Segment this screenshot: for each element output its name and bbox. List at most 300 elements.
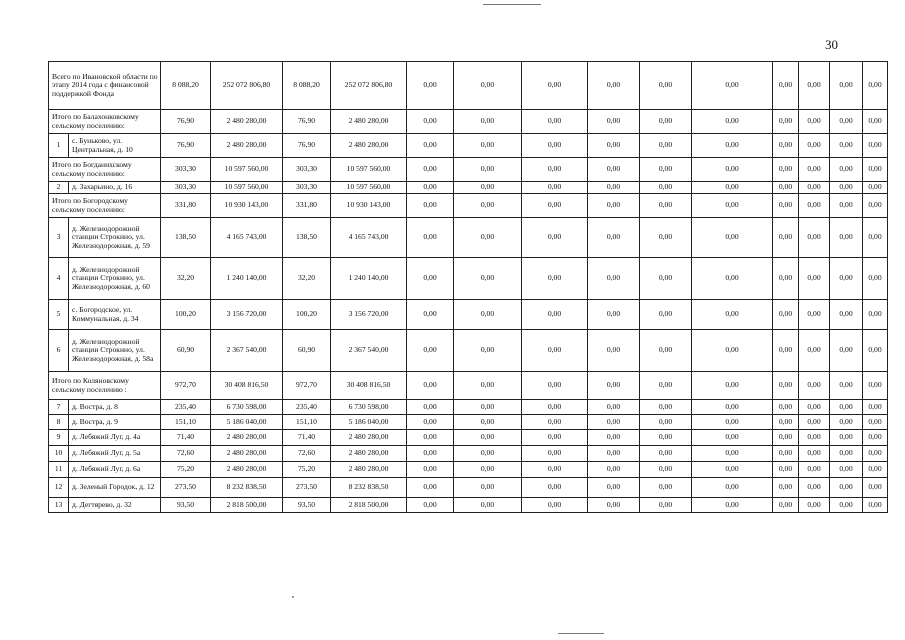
value-cell: 0,00 xyxy=(692,372,773,400)
value-cell: 0,00 xyxy=(830,372,863,400)
value-cell: 0,00 xyxy=(773,400,799,415)
value-cell: 100,20 xyxy=(161,300,211,330)
value-cell: 0,00 xyxy=(799,194,830,218)
value-cell: 0,00 xyxy=(588,158,640,182)
value-cell: 0,00 xyxy=(454,372,522,400)
value-cell: 0,00 xyxy=(588,330,640,372)
value-cell: 0,00 xyxy=(588,194,640,218)
table-row xyxy=(49,182,888,194)
value-cell: 0,00 xyxy=(522,62,588,110)
table-row xyxy=(49,330,888,372)
row-address: д. Железнодорожной станции Строкино, ул. Железнодорожная, д. 58а xyxy=(69,330,161,372)
value-cell: 252 072 806,80 xyxy=(211,62,283,110)
table-row xyxy=(49,498,888,513)
value-cell: 0,00 xyxy=(522,158,588,182)
value-cell: 100,20 xyxy=(283,300,331,330)
value-cell: 252 072 806,80 xyxy=(331,62,407,110)
value-cell: 30 408 816,50 xyxy=(331,372,407,400)
value-cell: 0,00 xyxy=(588,134,640,158)
value-cell: 273,50 xyxy=(283,478,331,498)
value-cell: 0,00 xyxy=(692,462,773,478)
value-cell: 2 480 280,00 xyxy=(331,134,407,158)
subtotal-row xyxy=(49,194,888,218)
value-cell: 6 730 598,00 xyxy=(211,400,283,415)
value-cell: 0,00 xyxy=(640,134,692,158)
row-index: 4 xyxy=(49,258,69,300)
value-cell: 2 480 280,00 xyxy=(331,430,407,446)
value-cell: 0,00 xyxy=(692,218,773,258)
value-cell: 0,00 xyxy=(454,430,522,446)
value-cell: 2 818 500,00 xyxy=(331,498,407,513)
value-cell: 0,00 xyxy=(454,218,522,258)
value-cell: 273,50 xyxy=(161,478,211,498)
value-cell: 0,00 xyxy=(588,110,640,134)
row-address: д. Лебяжий Луг, д. 5а xyxy=(69,446,161,462)
value-cell: 60,90 xyxy=(161,330,211,372)
row-index: 2 xyxy=(49,182,69,194)
value-cell: 76,90 xyxy=(283,110,331,134)
value-cell: 0,00 xyxy=(863,462,888,478)
value-cell: 0,00 xyxy=(522,498,588,513)
value-cell: 138,50 xyxy=(283,218,331,258)
value-cell: 75,20 xyxy=(161,462,211,478)
value-cell: 0,00 xyxy=(773,300,799,330)
value-cell: 71,40 xyxy=(161,430,211,446)
value-cell: 0,00 xyxy=(799,400,830,415)
value-cell: 72,60 xyxy=(283,446,331,462)
value-cell: 10 597 560,00 xyxy=(331,158,407,182)
value-cell: 0,00 xyxy=(522,300,588,330)
value-cell: 0,00 xyxy=(640,158,692,182)
value-cell: 0,00 xyxy=(692,498,773,513)
value-cell: 0,00 xyxy=(863,498,888,513)
value-cell: 5 186 040,00 xyxy=(331,415,407,430)
table-row xyxy=(49,258,888,300)
value-cell: 0,00 xyxy=(640,194,692,218)
value-cell: 0,00 xyxy=(773,158,799,182)
value-cell: 0,00 xyxy=(588,300,640,330)
value-cell: 0,00 xyxy=(773,182,799,194)
value-cell: 331,80 xyxy=(283,194,331,218)
value-cell: 2 480 280,00 xyxy=(211,430,283,446)
value-cell: 0,00 xyxy=(692,62,773,110)
subtotal-row xyxy=(49,62,888,110)
value-cell: 0,00 xyxy=(773,110,799,134)
value-cell: 2 480 280,00 xyxy=(331,462,407,478)
value-cell: 0,00 xyxy=(830,498,863,513)
value-cell: 0,00 xyxy=(799,446,830,462)
row-address: д. Востра, д. 8 xyxy=(69,400,161,415)
value-cell: 2 480 280,00 xyxy=(211,134,283,158)
value-cell: 235,40 xyxy=(283,400,331,415)
row-name: Итого по Богданихскому сельскому поселению: xyxy=(49,158,161,182)
value-cell: 0,00 xyxy=(640,110,692,134)
value-cell: 0,00 xyxy=(863,400,888,415)
value-cell: 76,90 xyxy=(283,134,331,158)
value-cell: 0,00 xyxy=(692,194,773,218)
table-row xyxy=(49,415,888,430)
value-cell: 93,50 xyxy=(283,498,331,513)
row-address: д. Железнодорожной станции Строкино, ул. Железнодорожная, д. 60 xyxy=(69,258,161,300)
scan-mark-bottom xyxy=(558,633,604,634)
value-cell: 4 165 743,00 xyxy=(331,218,407,258)
value-cell: 0,00 xyxy=(799,372,830,400)
value-cell: 0,00 xyxy=(588,498,640,513)
value-cell: 2 480 280,00 xyxy=(211,110,283,134)
value-cell: 0,00 xyxy=(407,430,454,446)
subtotal-row xyxy=(49,158,888,182)
value-cell: 0,00 xyxy=(830,478,863,498)
row-name: Всего по Ивановской области по этапу 2014 года с финансовой поддержкой Фонда xyxy=(49,62,161,110)
value-cell: 303,30 xyxy=(161,182,211,194)
value-cell: 0,00 xyxy=(830,158,863,182)
value-cell: 30 408 816,50 xyxy=(211,372,283,400)
value-cell: 0,00 xyxy=(830,430,863,446)
value-cell: 0,00 xyxy=(522,258,588,300)
row-name: Итого по Богородскому сельскому поселению: xyxy=(49,194,161,218)
value-cell: 0,00 xyxy=(522,134,588,158)
value-cell: 0,00 xyxy=(407,300,454,330)
value-cell: 303,30 xyxy=(283,158,331,182)
value-cell: 2 818 500,00 xyxy=(211,498,283,513)
value-cell: 0,00 xyxy=(863,182,888,194)
value-cell: 0,00 xyxy=(773,478,799,498)
row-index: 3 xyxy=(49,218,69,258)
value-cell: 76,90 xyxy=(161,134,211,158)
value-cell: 0,00 xyxy=(640,182,692,194)
row-address: д. Востра, д. 9 xyxy=(69,415,161,430)
row-index: 11 xyxy=(49,462,69,478)
value-cell: 0,00 xyxy=(773,218,799,258)
value-cell: 0,00 xyxy=(454,258,522,300)
value-cell: 0,00 xyxy=(773,430,799,446)
value-cell: 2 480 280,00 xyxy=(211,462,283,478)
value-cell: 0,00 xyxy=(640,218,692,258)
value-cell: 0,00 xyxy=(588,430,640,446)
value-cell: 93,50 xyxy=(161,498,211,513)
value-cell: 0,00 xyxy=(588,372,640,400)
value-cell: 0,00 xyxy=(692,182,773,194)
value-cell: 151,10 xyxy=(283,415,331,430)
value-cell: 0,00 xyxy=(830,62,863,110)
value-cell: 5 186 040,00 xyxy=(211,415,283,430)
value-cell: 0,00 xyxy=(799,300,830,330)
row-index: 9 xyxy=(49,430,69,446)
value-cell: 2 367 540,00 xyxy=(331,330,407,372)
value-cell: 303,30 xyxy=(161,158,211,182)
value-cell: 0,00 xyxy=(799,62,830,110)
value-cell: 0,00 xyxy=(407,194,454,218)
data-table xyxy=(48,61,888,513)
value-cell: 0,00 xyxy=(773,194,799,218)
value-cell: 0,00 xyxy=(863,258,888,300)
value-cell: 0,00 xyxy=(407,182,454,194)
value-cell: 0,00 xyxy=(863,446,888,462)
row-address: с. Буньково, ул. Центральная, д. 10 xyxy=(69,134,161,158)
value-cell: 0,00 xyxy=(773,330,799,372)
value-cell: 0,00 xyxy=(863,194,888,218)
value-cell: 32,20 xyxy=(161,258,211,300)
value-cell: 0,00 xyxy=(640,462,692,478)
row-index: 10 xyxy=(49,446,69,462)
subtotal-row xyxy=(49,110,888,134)
table-row xyxy=(49,400,888,415)
scan-mark-top xyxy=(483,4,541,5)
table-row xyxy=(49,446,888,462)
value-cell: 0,00 xyxy=(454,330,522,372)
value-cell: 0,00 xyxy=(692,258,773,300)
value-cell: 0,00 xyxy=(407,110,454,134)
value-cell: 0,00 xyxy=(640,400,692,415)
value-cell: 0,00 xyxy=(799,430,830,446)
value-cell: 0,00 xyxy=(640,446,692,462)
value-cell: 2 480 280,00 xyxy=(331,110,407,134)
value-cell: 0,00 xyxy=(454,498,522,513)
value-cell: 0,00 xyxy=(692,400,773,415)
value-cell: 75,20 xyxy=(283,462,331,478)
value-cell: 0,00 xyxy=(692,300,773,330)
value-cell: 972,70 xyxy=(161,372,211,400)
value-cell: 0,00 xyxy=(588,446,640,462)
value-cell: 0,00 xyxy=(454,446,522,462)
value-cell: 0,00 xyxy=(863,218,888,258)
value-cell: 0,00 xyxy=(522,400,588,415)
value-cell: 32,20 xyxy=(283,258,331,300)
value-cell: 0,00 xyxy=(407,62,454,110)
value-cell: 0,00 xyxy=(407,134,454,158)
value-cell: 0,00 xyxy=(454,462,522,478)
value-cell: 0,00 xyxy=(640,498,692,513)
value-cell: 0,00 xyxy=(522,430,588,446)
value-cell: 0,00 xyxy=(588,258,640,300)
value-cell: 972,70 xyxy=(283,372,331,400)
value-cell: 6 730 598,00 xyxy=(331,400,407,415)
value-cell: 8 088,20 xyxy=(161,62,211,110)
value-cell: 0,00 xyxy=(454,134,522,158)
value-cell: 0,00 xyxy=(863,430,888,446)
row-name: Итого по Коляновскому сельскому поселению : xyxy=(49,372,161,400)
value-cell: 0,00 xyxy=(407,462,454,478)
value-cell: 0,00 xyxy=(773,415,799,430)
value-cell: 0,00 xyxy=(863,158,888,182)
value-cell: 10 597 560,00 xyxy=(211,182,283,194)
value-cell: 0,00 xyxy=(454,158,522,182)
value-cell: 0,00 xyxy=(640,62,692,110)
value-cell: 0,00 xyxy=(830,330,863,372)
value-cell: 76,90 xyxy=(161,110,211,134)
row-index: 7 xyxy=(49,400,69,415)
value-cell: 0,00 xyxy=(799,158,830,182)
value-cell: 0,00 xyxy=(692,478,773,498)
table-row xyxy=(49,300,888,330)
value-cell: 72,60 xyxy=(161,446,211,462)
value-cell: 0,00 xyxy=(692,330,773,372)
value-cell: 0,00 xyxy=(522,372,588,400)
value-cell: 10 597 560,00 xyxy=(211,158,283,182)
value-cell: 4 165 743,00 xyxy=(211,218,283,258)
row-index: 12 xyxy=(49,478,69,498)
value-cell: 0,00 xyxy=(692,415,773,430)
table-row xyxy=(49,430,888,446)
value-cell: 0,00 xyxy=(830,258,863,300)
value-cell: 138,50 xyxy=(161,218,211,258)
value-cell: 0,00 xyxy=(773,462,799,478)
value-cell: 0,00 xyxy=(773,372,799,400)
value-cell: 331,80 xyxy=(161,194,211,218)
value-cell: 0,00 xyxy=(863,330,888,372)
value-cell: 0,00 xyxy=(830,218,863,258)
value-cell: 0,00 xyxy=(522,218,588,258)
value-cell: 1 240 140,00 xyxy=(211,258,283,300)
value-cell: 0,00 xyxy=(799,258,830,300)
value-cell: 0,00 xyxy=(773,134,799,158)
value-cell: 3 156 720,00 xyxy=(331,300,407,330)
value-cell: 0,00 xyxy=(830,415,863,430)
value-cell: 0,00 xyxy=(454,110,522,134)
value-cell: 10 930 143,00 xyxy=(211,194,283,218)
value-cell: 0,00 xyxy=(692,158,773,182)
value-cell: 0,00 xyxy=(863,300,888,330)
row-index: 13 xyxy=(49,498,69,513)
value-cell: 0,00 xyxy=(522,415,588,430)
row-name: Итого по Балахонковскому сельскому поселению: xyxy=(49,110,161,134)
value-cell: 0,00 xyxy=(799,498,830,513)
value-cell: 0,00 xyxy=(640,478,692,498)
value-cell: 0,00 xyxy=(588,478,640,498)
value-cell: 0,00 xyxy=(692,430,773,446)
table-row xyxy=(49,218,888,258)
page-number: 30 xyxy=(825,37,838,52)
value-cell: 0,00 xyxy=(522,194,588,218)
row-index: 8 xyxy=(49,415,69,430)
value-cell: 0,00 xyxy=(692,110,773,134)
value-cell: 0,00 xyxy=(588,462,640,478)
value-cell: 0,00 xyxy=(830,134,863,158)
value-cell: 2 367 540,00 xyxy=(211,330,283,372)
value-cell: 0,00 xyxy=(773,498,799,513)
value-cell: 0,00 xyxy=(454,194,522,218)
value-cell: 0,00 xyxy=(799,415,830,430)
table-row xyxy=(49,134,888,158)
subtotal-row xyxy=(49,372,888,400)
value-cell: 0,00 xyxy=(830,446,863,462)
value-cell: 0,00 xyxy=(799,218,830,258)
value-cell: 0,00 xyxy=(407,446,454,462)
value-cell: 2 480 280,00 xyxy=(211,446,283,462)
value-cell: 0,00 xyxy=(863,110,888,134)
row-address: д. Дегтярево, д. 32 xyxy=(69,498,161,513)
row-index: 6 xyxy=(49,330,69,372)
value-cell: 235,40 xyxy=(161,400,211,415)
value-cell: 0,00 xyxy=(522,330,588,372)
value-cell: 0,00 xyxy=(830,194,863,218)
value-cell: 0,00 xyxy=(863,62,888,110)
value-cell: 0,00 xyxy=(454,182,522,194)
value-cell: 0,00 xyxy=(588,400,640,415)
value-cell: 3 156 720,00 xyxy=(211,300,283,330)
value-cell: 0,00 xyxy=(454,415,522,430)
value-cell: 0,00 xyxy=(407,258,454,300)
value-cell: 0,00 xyxy=(830,462,863,478)
value-cell: 0,00 xyxy=(863,478,888,498)
value-cell: 8 088,20 xyxy=(283,62,331,110)
value-cell: 0,00 xyxy=(522,446,588,462)
value-cell: 0,00 xyxy=(830,400,863,415)
value-cell: 10 930 143,00 xyxy=(331,194,407,218)
value-cell: 0,00 xyxy=(863,372,888,400)
value-cell: 8 232 838,50 xyxy=(211,478,283,498)
value-cell: 0,00 xyxy=(799,182,830,194)
value-cell: 0,00 xyxy=(407,498,454,513)
value-cell: 0,00 xyxy=(692,134,773,158)
value-cell: 0,00 xyxy=(640,258,692,300)
value-cell: 0,00 xyxy=(522,182,588,194)
row-index: 5 xyxy=(49,300,69,330)
value-cell: 0,00 xyxy=(799,134,830,158)
value-cell: 0,00 xyxy=(407,158,454,182)
row-address: д. Лебяжий Луг, д. 6а xyxy=(69,462,161,478)
value-cell: 0,00 xyxy=(407,478,454,498)
value-cell: 0,00 xyxy=(863,134,888,158)
value-cell: 0,00 xyxy=(830,182,863,194)
value-cell: 2 480 280,00 xyxy=(331,446,407,462)
value-cell: 0,00 xyxy=(773,446,799,462)
value-cell: 0,00 xyxy=(407,330,454,372)
row-address: д. Лебяжий Луг, д. 4а xyxy=(69,430,161,446)
value-cell: 0,00 xyxy=(863,415,888,430)
value-cell: 0,00 xyxy=(773,258,799,300)
row-address: д. Зеленый Городок, д. 12 xyxy=(69,478,161,498)
value-cell: 0,00 xyxy=(588,218,640,258)
row-index: 1 xyxy=(49,134,69,158)
value-cell: 60,90 xyxy=(283,330,331,372)
value-cell: 0,00 xyxy=(830,110,863,134)
value-cell: 10 597 560,00 xyxy=(331,182,407,194)
value-cell: 303,30 xyxy=(283,182,331,194)
value-cell: 0,00 xyxy=(588,62,640,110)
value-cell: 0,00 xyxy=(454,400,522,415)
value-cell: 8 232 838,50 xyxy=(331,478,407,498)
value-cell: 0,00 xyxy=(588,415,640,430)
value-cell: 0,00 xyxy=(407,218,454,258)
value-cell: 0,00 xyxy=(799,462,830,478)
value-cell: 0,00 xyxy=(588,182,640,194)
value-cell: 71,40 xyxy=(283,430,331,446)
value-cell: 0,00 xyxy=(522,462,588,478)
value-cell: 0,00 xyxy=(640,372,692,400)
value-cell: 0,00 xyxy=(454,300,522,330)
value-cell: 0,00 xyxy=(407,415,454,430)
row-address: д. Захарьино, д. 16 xyxy=(69,182,161,194)
value-cell: 0,00 xyxy=(454,62,522,110)
value-cell: 0,00 xyxy=(454,478,522,498)
value-cell: 0,00 xyxy=(522,110,588,134)
value-cell: 151,10 xyxy=(161,415,211,430)
table-row xyxy=(49,478,888,498)
row-address: д. Железнодорожной станции Строкино, ул. Железнодорожная, д. 59 xyxy=(69,218,161,258)
value-cell: 0,00 xyxy=(799,110,830,134)
value-cell: 0,00 xyxy=(773,62,799,110)
row-address: с. Богородское, ул. Коммунальная, д. 34 xyxy=(69,300,161,330)
value-cell: 0,00 xyxy=(640,415,692,430)
value-cell: 1 240 140,00 xyxy=(331,258,407,300)
value-cell: 0,00 xyxy=(799,478,830,498)
value-cell: 0,00 xyxy=(692,446,773,462)
value-cell: 0,00 xyxy=(640,430,692,446)
value-cell: 0,00 xyxy=(407,400,454,415)
table-row xyxy=(49,462,888,478)
value-cell: 0,00 xyxy=(640,330,692,372)
